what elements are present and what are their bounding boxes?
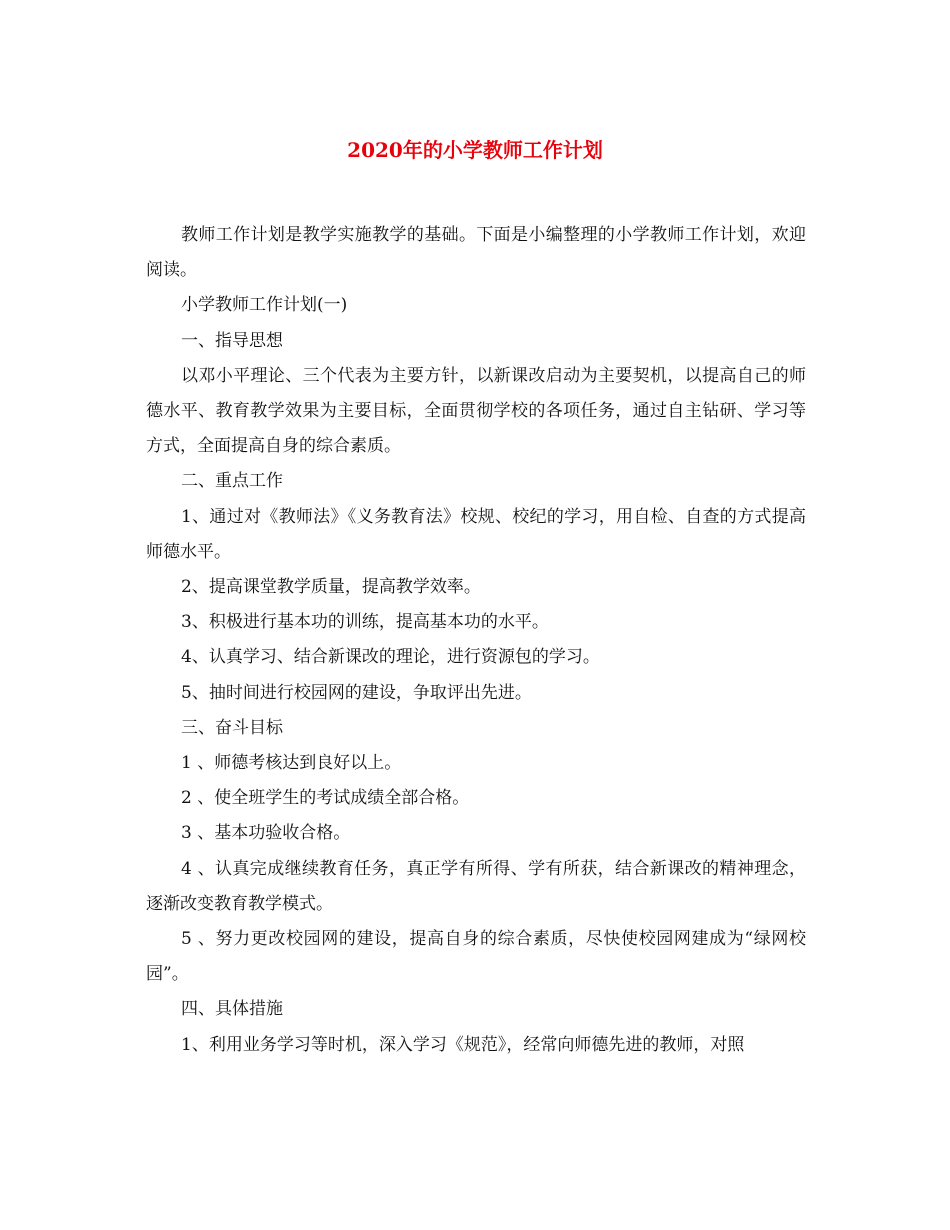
key-work-item: 2、提高课堂教学质量，提高教学效率。: [181, 577, 481, 598]
section-heading-goals: 三、奋斗目标: [181, 717, 283, 738]
goal-item: 5 、努力更改校园网的建设，提高自身的综合素质，尽快使校园网建成为“绿网校园”。: [146, 929, 806, 985]
key-work-item: 4、认真学习、结合新课改的理论，进行资源包的学习。: [181, 647, 600, 668]
goal-item: 3 、基本功验收合格。: [181, 823, 351, 844]
section-heading-key-work: 二、重点工作: [181, 471, 283, 492]
document-body: [146, 218, 806, 1063]
key-work-item: 5、抽时间进行校园网的建设，争取评出先进。: [181, 682, 532, 703]
measures-item: 1、利用业务学习等时机，深入学习《规范》，经常向师德先进的教师，对照: [181, 1034, 745, 1055]
key-work-item: 3、积极进行基本功的训练，提高基本功的水平。: [181, 612, 549, 633]
goal-item: 4 、认真完成继续教育任务，真正学有所得、学有所获，结合新课改的精神理念，逐渐改变教育教学模式。: [146, 858, 806, 914]
goal-item: 1 、师德考核达到良好以上。: [181, 753, 402, 774]
document-title: 2020年的小学教师工作计划: [347, 138, 603, 162]
section-heading-measures: 四、具体措施: [181, 999, 283, 1020]
section-heading-guiding-ideas: 一、指导思想: [181, 330, 283, 351]
intro-paragraph: 教师工作计划是教学实施教学的基础。下面是小编整理的小学教师工作计划，欢迎阅读。: [146, 225, 806, 281]
section-heading-plan-one: 小学教师工作计划(一): [181, 295, 348, 316]
goal-item: 2 、使全班学生的考试成绩全部合格。: [181, 788, 470, 809]
guiding-ideas-paragraph: 以邓小平理论、三个代表为主要方针，以新课改启动为主要契机，以提高自己的师德水平、教育教学效果为主要目标，全面贯彻学校的各项任务，通过自主钻研、学习等方式，全面提高自身的综合素质。: [146, 365, 806, 457]
key-work-item: 1、通过对《教师法》《义务教育法》校规、校纪的学习，用自检、自查的方式提高师德水平。: [146, 506, 806, 562]
